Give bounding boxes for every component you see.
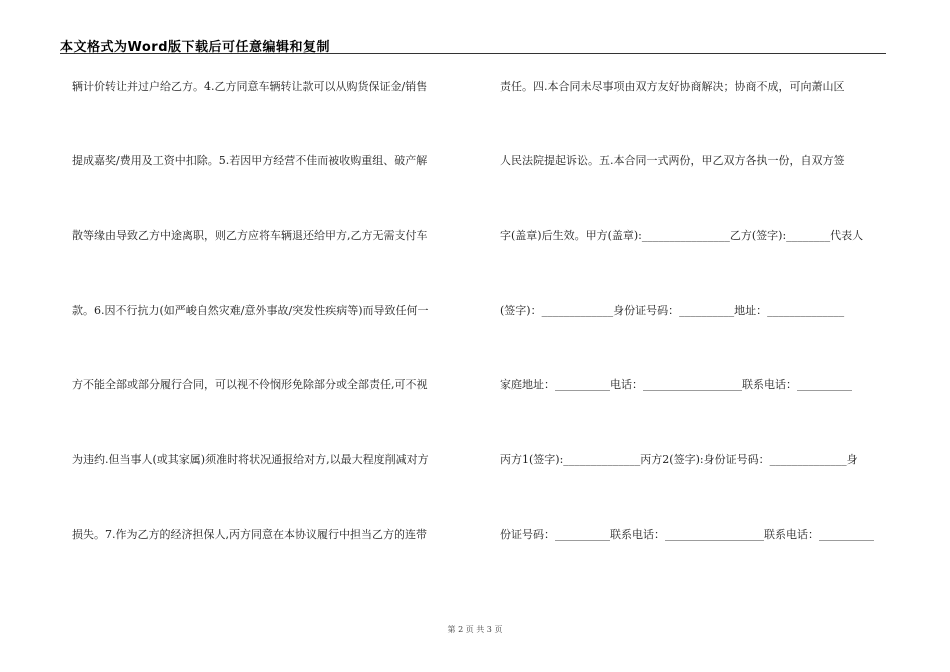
header-divider — [60, 53, 886, 54]
document-header-title: 本文格式为Word版下载后可任意编辑和复制 — [60, 40, 331, 55]
left-line-2: 提成嘉奖/费用及工资中扣除。5.若因甲方经营不佳而被收购重组、破产解 — [72, 154, 428, 167]
right-line-1: 责任。四.本合同未尽事项由双方友好协商解决；协商不成，可向萧山区 — [500, 80, 845, 93]
left-line-7: 损失。7.作为乙方的经济担保人,丙方同意在本协议履行中担当乙方的连带 — [72, 528, 427, 541]
right-line-2: 人民法院提起诉讼。五.本合同一式两份，甲乙双方各执一份，自双方签 — [500, 154, 845, 167]
right-line-5: 家庭地址：__________电话：__________________联系电话：__________ — [500, 378, 852, 391]
left-line-1: 辆计价转让并过户给乙方。4.乙方同意车辆转让款可以从购货保证金/销售 — [72, 80, 428, 93]
left-line-4: 款。6.因不行抗力(如严峻自然灾难/意外事故/突发性疾病等)而导致任何一 — [72, 304, 429, 317]
left-line-5: 方不能全部或部分履行合同，可以视不伶悯形免除部分或全部责任,可不视 — [72, 378, 428, 391]
right-line-6: 丙方1(签字):______________丙方2(签字):身份证号码：______________身 — [500, 453, 858, 466]
left-line-6: 为违约.但当事人(或其家属)须准时将状况通报给对方,以最大程度削减对方 — [72, 453, 429, 466]
right-line-3: 字(盖章)后生效。甲方(盖章):________________乙方(签字):________代表人 — [500, 229, 864, 242]
right-line-4: (签字)：_____________身份证号码：__________地址：______________ — [500, 304, 845, 317]
right-line-7: 份证号码：__________联系电话：__________________联系电话：__________ — [500, 528, 874, 541]
page-number: 第 2 页 共 3 页 — [447, 625, 503, 634]
left-line-3: 散等缘由导致乙方中途离职，则乙方应将车辆退还给甲方,乙方无需支付车 — [72, 229, 428, 242]
